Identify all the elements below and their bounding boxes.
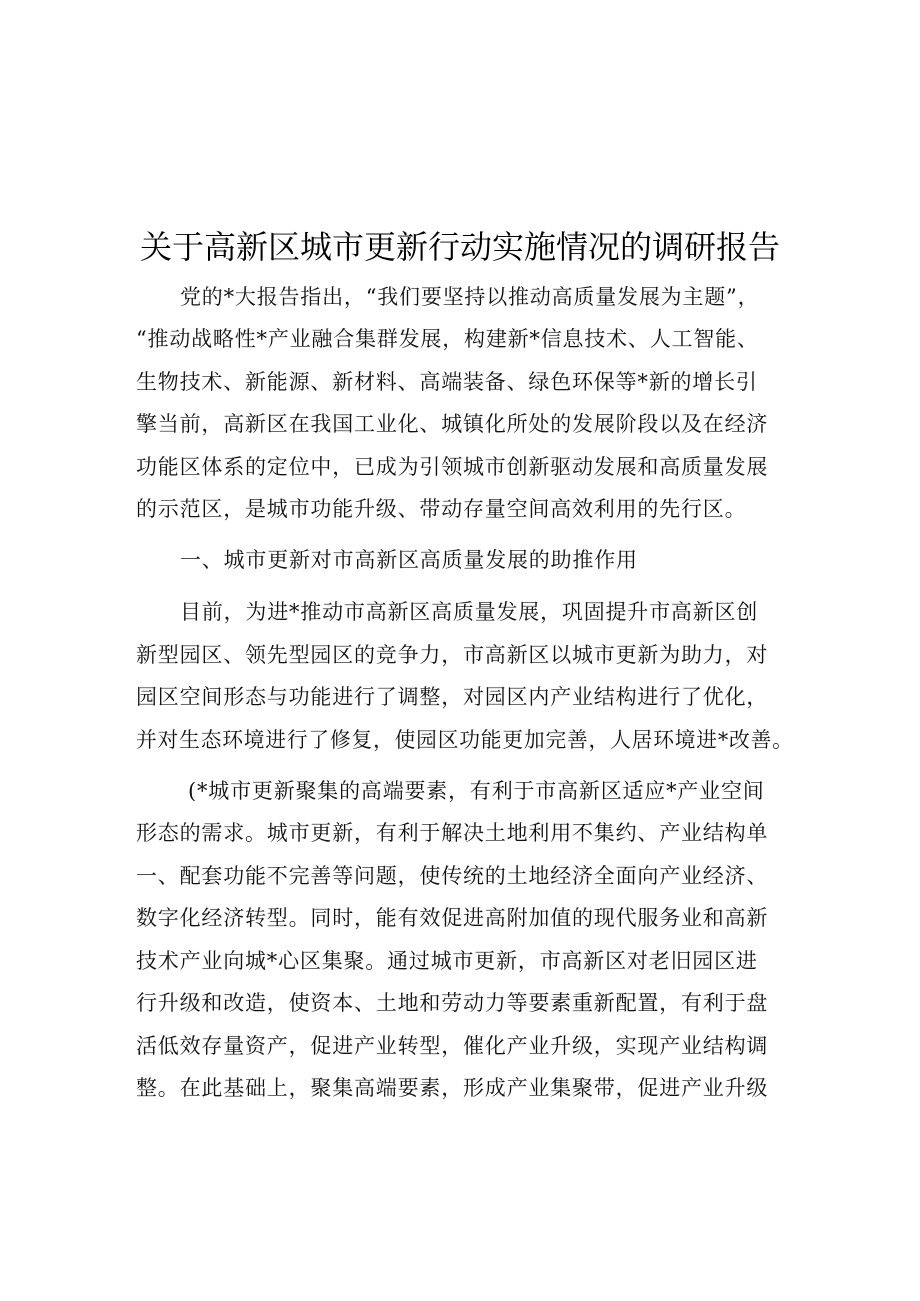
paragraph-3-line-5: 技术产业向城*心区集聚。通过城市更新，市高新区对老旧园区进 (136, 949, 758, 973)
paragraph-1-line-2: “推动战略性*产业融合集群发展，构建新*信息技术、人工智能、 (136, 327, 759, 351)
paragraph-3-line-1: (*城市更新聚集的高端要素，有利于市高新区适应*产业空间 (188, 779, 765, 803)
paragraph-1-line-5: 功能区体系的定位中，已成为引领城市创新驱动发展和高质量发展 (136, 455, 769, 479)
paragraph-1-line-4: 擎当前，高新区在我国工业化、城镇化所处的发展阶段以及在经济 (136, 412, 769, 436)
paragraph-3-line-4: 数字化经济转型。同时，能有效促进高附加值的现代服务业和高新 (136, 906, 769, 930)
paragraph-2-line-1: 目前，为进*推动市高新区高质量发展，巩固提升市高新区创 (180, 600, 759, 624)
section-heading-1: 一、城市更新对市高新区高质量发展的助推作用 (180, 548, 638, 572)
paragraph-3-line-3: 一、配套功能不完善等问题，使传统的土地经济全面向产业经济、 (136, 864, 769, 888)
document-title: 关于高新区城市更新行动实施情况的调研报告 (139, 228, 780, 266)
paragraph-3-line-8: 整。在此基础上，聚集高端要素，形成产业集聚带，促进产业升级 (136, 1076, 769, 1100)
paragraph-2-line-4: 并对生态环境进行了修复，使园区功能更加完善，人居环境进*改善。 (136, 728, 794, 752)
paragraph-3-line-7: 活低效存量资产，促进产业转型，催化产业升级，实现产业结构调 (136, 1034, 769, 1058)
paragraph-3-line-2: 形态的需求。城市更新，有利于解决土地利用不集约、产业结构单 (136, 821, 769, 845)
paragraph-1-line-3: 生物技术、新能源、新材料、高端装备、绿色环保等*新的增长引 (136, 370, 758, 394)
paragraph-3-line-6: 行升级和改造，使资本、土地和劳动力等要素重新配置，有利于盘 (136, 991, 769, 1015)
paragraph-1-line-1: 党的*大报告指出，“我们要坚持以推动高质量发展为主题”， (180, 285, 760, 309)
paragraph-2-line-3: 园区空间形态与功能进行了调整，对园区内产业结构进行了优化， (136, 685, 769, 709)
paragraph-2-line-2: 新型园区、领先型园区的竞争力，市高新区以城市更新为助力，对 (136, 643, 769, 667)
paragraph-1-line-6: 的示范区，是城市功能升级、带动存量空间高效利用的先行区。 (136, 497, 747, 521)
